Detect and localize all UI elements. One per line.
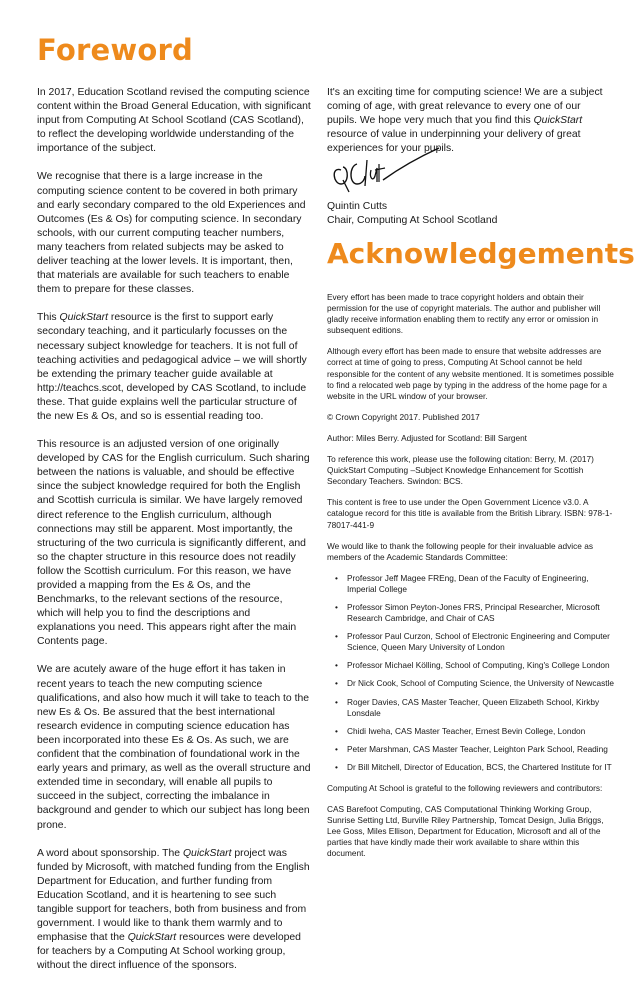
foreword-paragraph-4: This resource is an adjusted version of one originally developed by CAS for the English curriculum. Such sharing between the nations is valuable, and should be effective since the subject knowledge required for both the English and Scottish curricula is similar. We have largely removed direct reference to the English curriculum, although connections may still be apparent. Most importantly, the structuring of the two curricula is significantly different, and so the chapter structure in this resource does not readily follow the Scottish curriculum. For this reason, we have provided a mapping from the Es & Os, and the Benchmarks, to the relevant sections of the resource, which will help you to find the descriptions and explanations you need. This appears right after the main Contents page. [37, 439, 310, 648]
signer-name: Quintin Cutts [327, 201, 388, 212]
foreword-paragraph-5: We are acutely aware of the huge effort it has taken in recent years to teach the new computing science qualifications, and also how much it will take to teach to the new Es & Os. Be assured that the best international research evidence in computing science education has been incorporated into these Es & Os. As such, we are confident that the combination of foundational work in the early years and primary, as well as the overall structure and extended time in secondary, will enable all pupils to succeed in the subject, correcting the imbalance in background and gender to which our subject has long been prone. [37, 664, 311, 831]
ack-copyright: © Crown Copyright 2017. Published 2017 [327, 411, 480, 422]
ack-citation: To reference this work, please use the following citation: Berry, M. (2017) QuickStart Computing –Subject Knowledge Enhancement for Scottish Secondary Teachers. Swindon: BCS. [327, 454, 594, 487]
ack-licence: This content is free to use under the Open Government Licence v3.0. A catalogue record for this title is available from the British Library. ISBN: 978-1-78017-441-9 [327, 497, 613, 530]
foreword-paragraph-2: We recognise that there is a large increase in the computing science content to be covered in both primary and early secondary compared to the old Experiences and Outcomes (Es & Os) for computing science. In secondary schools, with our current computing teacher numbers, many teachers from related subjects may be asked to deliver teaching at the lower levels. It is important, then, that materials are available for such teachers to enable them to prepare for these classes. [37, 171, 306, 296]
foreword-paragraph-1: In 2017, Education Scotland revised the computing science content within the Broad General Education, with significant input from Computing At School Scotland (CAS Scotland), to reflect the developing worldwide understanding of the importance of the subject. [37, 87, 311, 155]
acknowledgements-body [327, 292, 615, 870]
foreword-paragraph-3: This QuickStart resource is the first to support early secondary teaching, and it particularly focusses on the necessary subject knowledge for teachers. It is not full of teaching activities and pedagogical advice – we will shortly be extending the primary teacher guide available at http://teachcs.scot, developed by CAS Scotland, to include these. That guide explains well the particular structure of the new Es & Os, and so is essential reading too. [37, 312, 307, 422]
list-item: • Chidi Iweha, CAS Master Teacher, Ernest Bevin College, London [327, 726, 615, 737]
foreword-title: Foreword [37, 33, 193, 67]
list-item: • Dr Bill Mitchell, Director of Education, BCS, the Chartered Institute for IT [327, 762, 615, 773]
committee-list [327, 573, 615, 773]
list-item: • Roger Davies, CAS Master Teacher, Queen Elizabeth School, Kirkby Lonsdale [327, 697, 615, 719]
list-item: • Professor Michael Kölling, School of Computing, King's College London [327, 660, 615, 671]
foreword-body [37, 86, 311, 987]
ack-reviewers-intro: Computing At School is grateful to the following reviewers and contributors: [327, 783, 603, 793]
foreword-closing-paragraph: It's an exciting time for computing science! We are a subject coming of age, with great relevance to every one of our pupils. We hope very much that you find this QuickStart resource of value in underpinning your delivery of great experiences for your pupils. [327, 87, 603, 155]
ack-committee-intro: We would like to thank the following people for their invaluable advice as members of the Academic Standards Committee: [327, 540, 593, 562]
ack-paragraph-1: Every effort has been made to trace copyright holders and obtain their permission for the use of copyright materials. The author and publisher will gladly receive information enabling them to rectify any error or omission in subsequent editions. [327, 292, 601, 336]
list-item: • Professor Simon Peyton-Jones FRS, Principal Researcher, Microsoft Research Cambridge, and Chair of CAS [327, 602, 615, 624]
list-item: • Professor Jeff Magee FREng, Dean of the Faculty of Engineering, Imperial College [327, 573, 615, 595]
list-item: • Professor Paul Curzon, School of Electronic Engineering and Computer Science, Queen Mary University of London [327, 631, 615, 653]
signature-image [327, 140, 447, 200]
acknowledgements-title: Acknowledgements [327, 237, 635, 270]
signer-title: Chair, Computing At School Scotland [327, 215, 498, 227]
ack-paragraph-2: Although every effort has been made to ensure that website addresses are correct at time of going to press, Computing At School cannot be held responsible for the content of any website mentioned. It is sometimes possible to find a relocated web page by typing in the address of the home page for a website in the URL window of your browser. [327, 346, 614, 401]
ack-author: Author: Miles Berry. Adjusted for Scotland: Bill Sargent [327, 432, 527, 443]
foreword-paragraph-6: A word about sponsorship. The QuickStart project was funded by Microsoft, with matched funding from the English Department for Education, and further funding from Education Scotland, and it is heartening to see such tangible support for teachers, both from business and from government. I would like to thank them warmly and to emphasise that the QuickStart resources were developed for teachers by a Computing At School working group, without the direct influence of the sponsors. [37, 847, 310, 972]
signer-block [327, 200, 497, 228]
list-item: • Dr Nick Cook, School of Computing Science, the University of Newcastle [327, 678, 615, 689]
list-item: • Peter Marshman, CAS Master Teacher, Leighton Park School, Reading [327, 744, 615, 755]
ack-reviewers-list: CAS Barefoot Computing, CAS Computational Thinking Working Group, Sunrise Setting Ltd, Burville Riley Partnership, Tomcat Design, Julia Briggs, Lee Goss, Miles Ellison, Department for Education, Microsoft and all of the parties that have kindly made their work available to share within this document. [327, 804, 604, 859]
